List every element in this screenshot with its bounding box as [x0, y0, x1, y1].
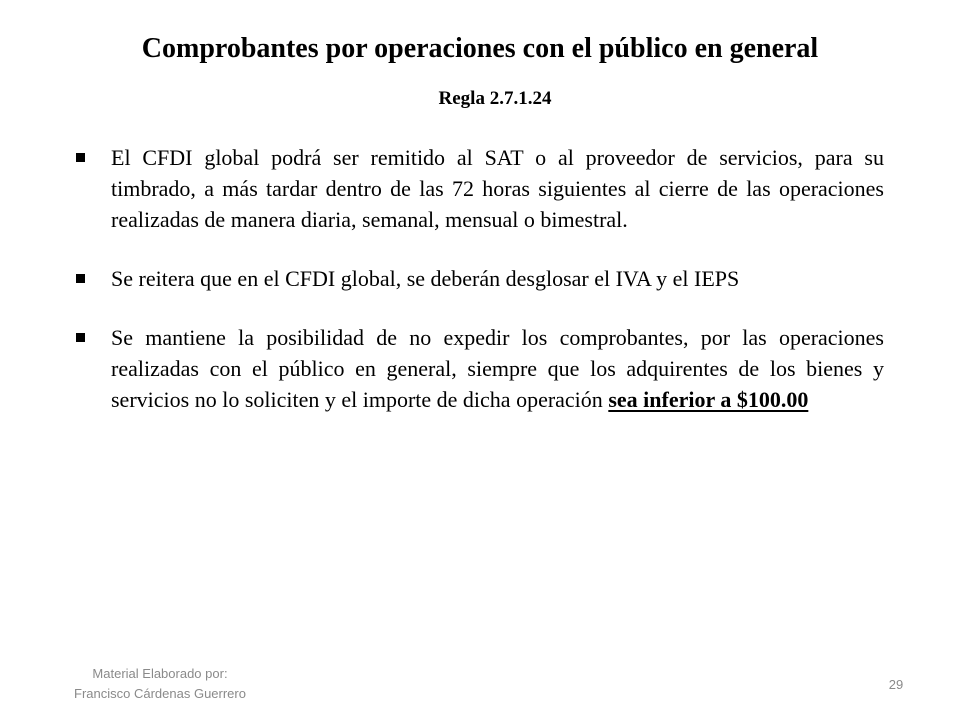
bullet-item-no-expedir	[76, 322, 884, 415]
bullet-list	[76, 142, 884, 443]
bullet-text: El CFDI global podrá ser remitido al SAT o al proveedor de servicios, para su timbrado, a más tardar dentro de las 72 horas siguientes al cierre de las operaciones realizadas de manera diaria, semanal, mensual o bimestral.	[111, 145, 884, 232]
bullet-item-cfdi-timbrado	[76, 142, 884, 235]
bullet-item-iva-ieps	[76, 263, 884, 294]
square-bullet-icon	[76, 333, 85, 342]
square-bullet-icon	[76, 274, 85, 283]
footer-credit	[55, 664, 265, 704]
footer-credit-line1: Material Elaborado por:	[92, 666, 228, 681]
bullet-text: Se reitera que en el CFDI global, se deberán desglosar el IVA y el IEPS	[111, 266, 740, 291]
page-number: 29	[888, 677, 904, 692]
square-bullet-icon	[76, 153, 85, 162]
bullet-text: Se mantiene la posibilidad de no expedir los comprobantes, por las operaciones realizadas con el público en general, siempre que los adquirentes de los bienes y servicios no lo soliciten y el importe de dicha operación	[111, 325, 884, 412]
slide-title: Comprobantes por operaciones con el público en general	[141, 33, 819, 64]
footer-credit-line2: Francisco Cárdenas Guerrero	[74, 686, 246, 701]
bullet-emphasis-amount: sea inferior a $100.00	[608, 387, 809, 412]
rule-reference: Regla 2.7.1.24	[438, 88, 552, 109]
